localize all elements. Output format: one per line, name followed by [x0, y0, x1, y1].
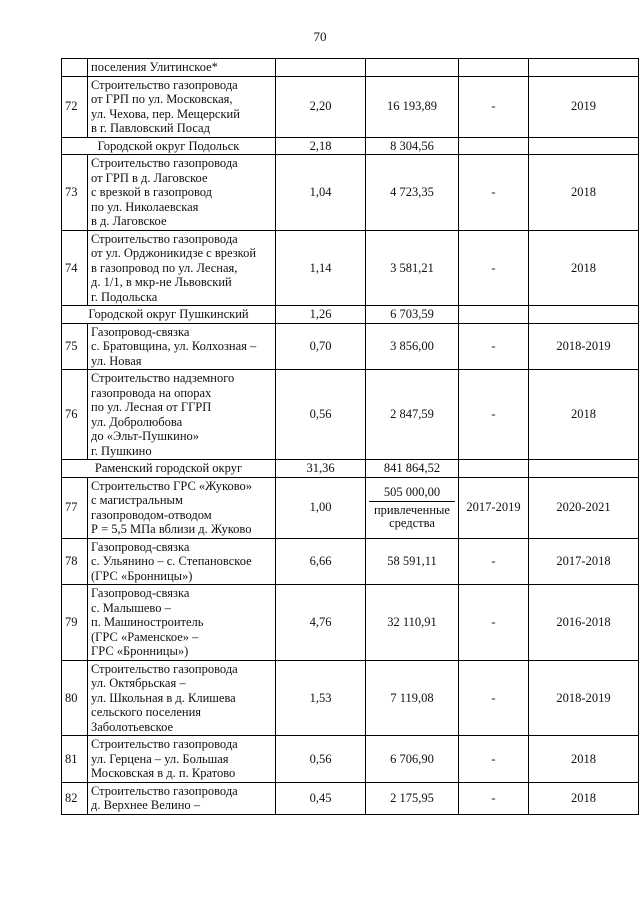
table-row	[62, 538, 639, 585]
design-years-cell	[459, 460, 529, 478]
object-name-cell: Строительство газопровода от ГРП по ул. Московская, ул. Чехова, пер. Мещерский в г. Павловский Посад	[88, 76, 276, 137]
build-years-cell: 2017-2018	[529, 538, 639, 585]
row-number-cell	[62, 59, 88, 77]
row-number-cell: 76	[62, 370, 88, 460]
length-cell: 1,14	[276, 230, 366, 306]
cost-cell: 4 723,35	[366, 155, 459, 231]
cost-cell	[366, 477, 459, 538]
object-name-cell: Строительство ГРС «Жуково» с магистральным газопроводом-отводом Р = 5,5 МПа вблизи д. Жуково	[88, 477, 276, 538]
length-cell: 0,56	[276, 736, 366, 783]
build-years-cell: 2018-2019	[529, 323, 639, 370]
build-years-cell: 2019	[529, 76, 639, 137]
row-number-cell: 81	[62, 736, 88, 783]
build-years-cell: 2018	[529, 370, 639, 460]
group-row	[62, 137, 639, 155]
gas-pipeline-table	[61, 58, 639, 815]
object-name-cell: Строительство газопровода д. Верхнее Велино –	[88, 782, 276, 814]
build-years-cell: 2016-2018	[529, 585, 639, 661]
object-name-cell: Газопровод-связка с. Братовщина, ул. Колхозная – ул. Новая	[88, 323, 276, 370]
cost-split	[369, 483, 455, 533]
build-years-cell: 2018-2019	[529, 660, 639, 736]
row-number-cell: 79	[62, 585, 88, 661]
build-years-cell: 2020-2021	[529, 477, 639, 538]
length-cell: 1,04	[276, 155, 366, 231]
design-years-cell: -	[459, 323, 529, 370]
table-row	[62, 477, 639, 538]
table-row	[62, 230, 639, 306]
length-cell: 0,70	[276, 323, 366, 370]
design-years-cell: -	[459, 538, 529, 585]
build-years-cell: 2018	[529, 230, 639, 306]
table-row	[62, 782, 639, 814]
cost-cell: 58 591,11	[366, 538, 459, 585]
design-years-cell: -	[459, 782, 529, 814]
object-name-cell: Газопровод-связка с. Малышево – п. Машиностроитель (ГРС «Раменское» – ГРС «Бронницы»)	[88, 585, 276, 661]
cost-cell: 16 193,89	[366, 76, 459, 137]
build-years-cell	[529, 59, 639, 77]
row-number-cell: 82	[62, 782, 88, 814]
cost-cell: 7 119,08	[366, 660, 459, 736]
build-years-cell	[529, 460, 639, 478]
cost-cell: 2 847,59	[366, 370, 459, 460]
cost-note: привлеченные средства	[373, 503, 450, 531]
design-years-cell: -	[459, 370, 529, 460]
cost-cell	[366, 59, 459, 77]
table-row	[62, 736, 639, 783]
cost-cell: 2 175,95	[366, 782, 459, 814]
build-years-cell: 2018	[529, 736, 639, 783]
object-name-cell: Строительство газопровода от ГРП в д. Лаговское с врезкой в газопровод по ул. Николаевская в д. Лаговское	[88, 155, 276, 231]
object-name-cell: Строительство газопровода от ул. Орджоникидзе с врезкой в газопровод по ул. Лесная, д. 1/1, в мкр-не Львовский г. Подольска	[88, 230, 276, 306]
table-row	[62, 155, 639, 231]
object-name-cell: поселения Улитинское*	[88, 59, 276, 77]
length-cell: 2,18	[276, 137, 366, 155]
cost-cell: 3 856,00	[366, 323, 459, 370]
row-number-cell: 78	[62, 538, 88, 585]
length-cell: 1,53	[276, 660, 366, 736]
object-name-cell: Газопровод-связка с. Ульянино – с. Степановское (ГРС «Бронницы»)	[88, 538, 276, 585]
design-years-cell: -	[459, 230, 529, 306]
object-name-cell: Строительство газопровода ул. Октябрьская – ул. Школьная в д. Клишева сельского поселения Заболотьевское	[88, 660, 276, 736]
group-name-cell: Городской округ Пушкинский	[62, 306, 276, 324]
table-row	[62, 370, 639, 460]
design-years-cell	[459, 59, 529, 77]
page-number: 70	[313, 29, 327, 44]
group-row	[62, 460, 639, 478]
cost-cell: 6 703,59	[366, 306, 459, 324]
design-years-cell: -	[459, 585, 529, 661]
length-cell: 1,00	[276, 477, 366, 538]
build-years-cell	[529, 137, 639, 155]
length-cell: 0,45	[276, 782, 366, 814]
table-row	[62, 660, 639, 736]
object-name-cell: Строительство надземного газопровода на опорах по ул. Лесная от ГГРП ул. Добролюбова до «Эльт-Пушкино» г. Пушкино	[88, 370, 276, 460]
group-name-cell: Городской округ Подольск	[62, 137, 276, 155]
length-cell: 0,56	[276, 370, 366, 460]
object-name-cell: Строительство газопровода ул. Герцена – ул. Большая Московская в д. п. Кратово	[88, 736, 276, 783]
length-cell: 6,66	[276, 538, 366, 585]
build-years-cell: 2018	[529, 782, 639, 814]
group-row	[62, 306, 639, 324]
cost-cell: 8 304,56	[366, 137, 459, 155]
length-cell: 1,26	[276, 306, 366, 324]
design-years-cell: -	[459, 736, 529, 783]
length-cell: 4,76	[276, 585, 366, 661]
row-number-cell: 80	[62, 660, 88, 736]
row-number-cell: 75	[62, 323, 88, 370]
length-cell: 31,36	[276, 460, 366, 478]
group-name-cell: Раменский городской округ	[62, 460, 276, 478]
build-years-cell	[529, 306, 639, 324]
length-cell: 2,20	[276, 76, 366, 137]
design-years-cell	[459, 137, 529, 155]
row-number-cell: 77	[62, 477, 88, 538]
row-number-cell: 72	[62, 76, 88, 137]
row-number-cell: 74	[62, 230, 88, 306]
cost-cell: 3 581,21	[366, 230, 459, 306]
length-cell	[276, 59, 366, 77]
cost-cell: 6 706,90	[366, 736, 459, 783]
design-years-cell: 2017-2019	[459, 477, 529, 538]
design-years-cell: -	[459, 155, 529, 231]
design-years-cell: -	[459, 76, 529, 137]
cost-cell: 32 110,91	[366, 585, 459, 661]
table-row	[62, 585, 639, 661]
table-row	[62, 59, 639, 77]
cost-cell: 841 864,52	[366, 460, 459, 478]
table-row	[62, 323, 639, 370]
cost-value: 505 000,00	[369, 483, 455, 503]
design-years-cell	[459, 306, 529, 324]
table-row	[62, 76, 639, 137]
design-years-cell: -	[459, 660, 529, 736]
row-number-cell: 73	[62, 155, 88, 231]
build-years-cell: 2018	[529, 155, 639, 231]
